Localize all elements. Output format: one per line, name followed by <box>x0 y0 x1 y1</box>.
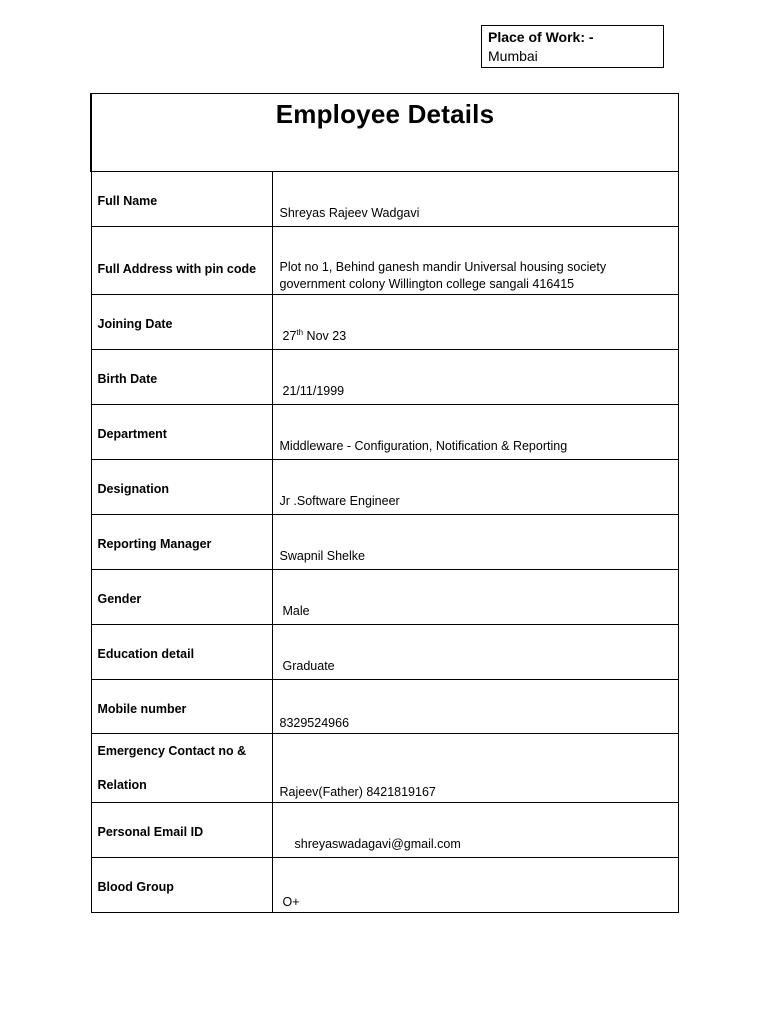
emergency-contact-label-line1: Emergency Contact no & <box>97 744 247 758</box>
birth-date-value: 21/11/1999 <box>282 384 345 398</box>
label-cell-emergency-contact <box>91 734 272 803</box>
joining-date-day: 27 <box>282 329 297 343</box>
value-cell-mobile <box>272 680 679 734</box>
blood-group-value: O+ <box>282 895 300 909</box>
value-cell-email <box>272 803 679 858</box>
blood-group-label: Blood Group <box>97 880 174 894</box>
employee-details-table <box>90 93 679 913</box>
value-cell-full-name <box>272 172 679 227</box>
value-cell-designation <box>272 460 679 515</box>
label-cell-education <box>91 625 272 680</box>
title-row <box>91 94 679 172</box>
label-cell-full-name <box>91 172 272 227</box>
department-value: Middleware - Configuration, Notification & Reporting <box>279 439 568 453</box>
joining-date-label: Joining Date <box>97 317 173 331</box>
joining-date-suffix: th <box>296 327 304 337</box>
value-cell-emergency-contact <box>272 734 679 803</box>
full-name-value: Shreyas Rajeev Wadgavi <box>279 206 420 220</box>
table-row-reporting-manager <box>91 515 679 570</box>
address-label: Full Address with pin code <box>97 262 257 276</box>
label-cell-mobile <box>91 680 272 734</box>
place-of-work-value: Mumbai <box>488 48 538 64</box>
emergency-contact-label <box>98 734 266 802</box>
form-title: Employee Details <box>275 99 495 129</box>
table-row-designation <box>91 460 679 515</box>
value-cell-birth-date <box>272 350 679 405</box>
table-row-full-name <box>91 172 679 227</box>
table-row-department <box>91 405 679 460</box>
table-row-joining-date <box>91 295 679 350</box>
table-row-email <box>91 803 679 858</box>
email-value: shreyaswadagavi@gmail.com <box>294 837 461 851</box>
table-row-birth-date <box>91 350 679 405</box>
table-row-address <box>91 227 679 295</box>
address-value: Plot no 1, Behind ganesh mandir Universal housing society government colony Willington college sangali 416415 <box>279 260 607 291</box>
mobile-value: 8329524966 <box>279 716 350 730</box>
designation-label: Designation <box>97 482 170 496</box>
value-cell-reporting-manager <box>272 515 679 570</box>
title-cell <box>91 94 679 172</box>
full-name-label: Full Name <box>97 194 158 208</box>
gender-label: Gender <box>97 592 142 606</box>
place-of-work-box <box>481 25 664 68</box>
value-cell-address <box>272 227 679 295</box>
value-cell-blood-group <box>272 858 679 913</box>
label-cell-address <box>91 227 272 295</box>
mobile-label: Mobile number <box>97 702 187 716</box>
table-row-mobile <box>91 680 679 734</box>
value-cell-education <box>272 625 679 680</box>
label-cell-joining-date <box>91 295 272 350</box>
birth-date-label: Birth Date <box>97 372 158 386</box>
label-cell-blood-group <box>91 858 272 913</box>
joining-date-value <box>283 328 347 345</box>
label-cell-birth-date <box>91 350 272 405</box>
table-row-education <box>91 625 679 680</box>
label-cell-department <box>91 405 272 460</box>
value-cell-gender <box>272 570 679 625</box>
education-label: Education detail <box>97 647 195 661</box>
label-cell-designation <box>91 460 272 515</box>
value-cell-joining-date <box>272 295 679 350</box>
label-cell-reporting-manager <box>91 515 272 570</box>
gender-value: Male <box>282 604 310 618</box>
place-of-work-label: Place of Work: - <box>488 29 594 45</box>
email-label: Personal Email ID <box>97 825 204 839</box>
reporting-manager-label: Reporting Manager <box>97 537 212 551</box>
designation-value: Jr .Software Engineer <box>279 494 400 508</box>
value-cell-department <box>272 405 679 460</box>
emergency-contact-value: Rajeev(Father) 8421819167 <box>279 785 436 799</box>
reporting-manager-value: Swapnil Shelke <box>279 549 365 563</box>
table-row-emergency-contact <box>91 734 679 803</box>
joining-date-rest: Nov 23 <box>303 329 347 343</box>
table-row-gender <box>91 570 679 625</box>
education-value: Graduate <box>282 659 335 673</box>
emergency-contact-label-line2: Relation <box>97 778 147 792</box>
label-cell-gender <box>91 570 272 625</box>
table-row-blood-group <box>91 858 679 913</box>
label-cell-email <box>91 803 272 858</box>
department-label: Department <box>97 427 167 441</box>
